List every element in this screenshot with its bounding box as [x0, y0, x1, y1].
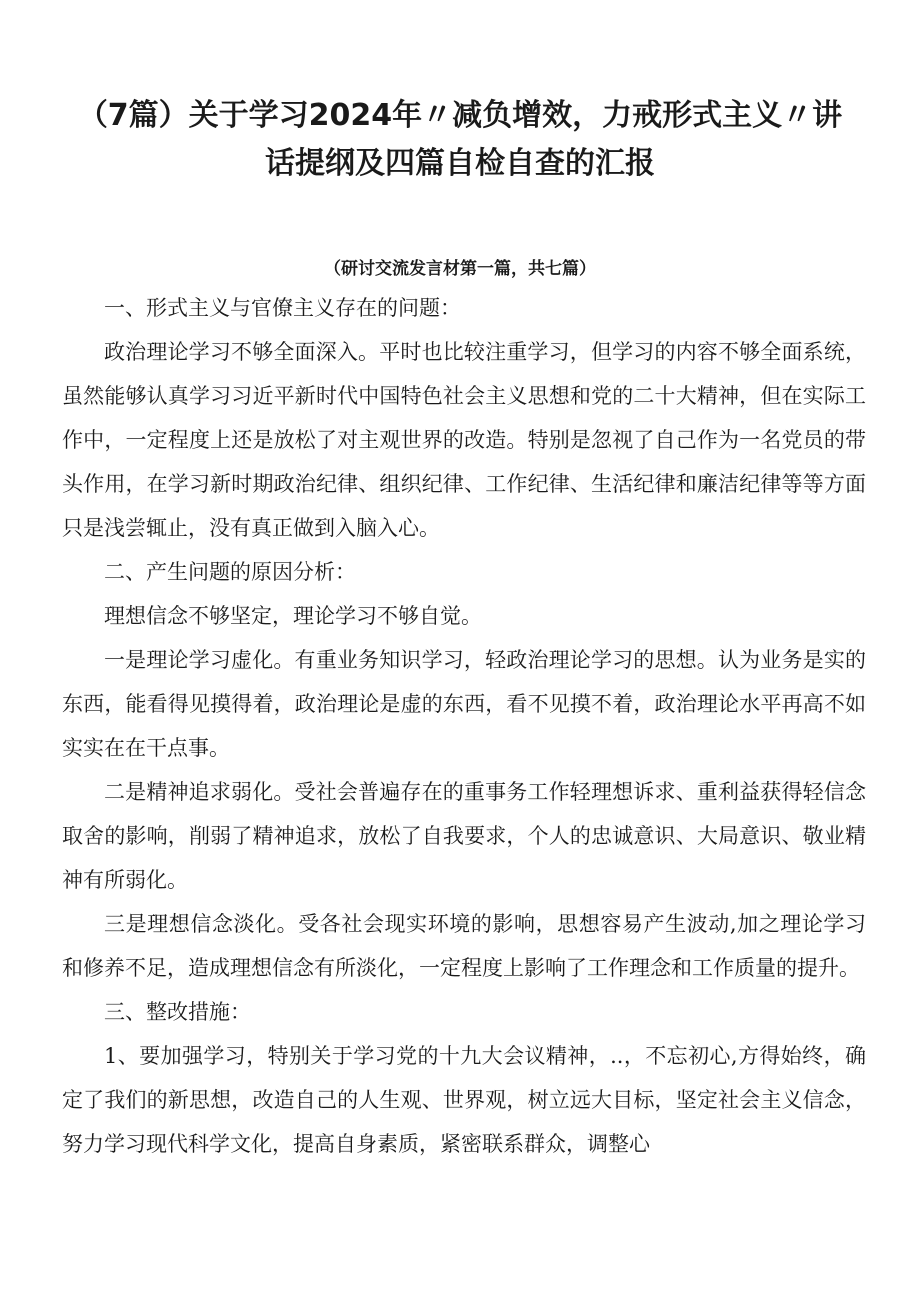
- paragraph: 政治理论学习不够全面深入。平时也比较注重学习，但学习的内容不够全面系统，虽然能够认真学习习近平新时代中国特色社会主义思想和党的二十大精神，但在实际工作中，一定程度上还是放松了对主观世界的改造。特别是忽视了自己作为一名党员的带头作用，在学习新时期政治纪律、组织纪律、工作纪律、生活纪律和廉洁纪律等等方面只是浅尝辄止，没有真正做到入脑入心。: [62, 340, 866, 540]
- document-body: [62, 286, 866, 1166]
- section-heading-problems: 一、形式主义与官僚主义存在的问题：: [104, 296, 461, 320]
- section-heading-measures: 三、整改措施：: [104, 1000, 251, 1024]
- paragraph: 一是理论学习虚化。有重业务知识学习，轻政治理论学习的思想。认为业务是实的东西，能看得见摸得着，政治理论是虚的东西，看不见摸不着，政治理论水平再高不如实实在在干点事。: [62, 648, 866, 760]
- paragraph: 三是理想信念淡化。受各社会现实环境的影响，思想容易产生波动,加之理论学习和修养不足，造成理想信念有所淡化，一定程度上影响了工作理念和工作质量的提升。: [62, 912, 866, 980]
- section-heading-causes: 二、产生问题的原因分析：: [104, 560, 356, 584]
- paragraph: 二是精神追求弱化。受社会普遍存在的重事务工作轻理想诉求、重利益获得轻信念取舍的影响，削弱了精神追求，放松了自我要求，个人的忠诚意识、大局意识、敬业精神有所弱化。: [62, 780, 866, 892]
- paragraph: 理想信念不够坚定，理论学习不够自觉。: [104, 604, 482, 628]
- document-title: （7篇）关于学习2024年〃减负增效，力戒形式主义〃讲话提纲及四篇自检自查的汇报: [77, 98, 843, 181]
- document-subtitle: （研讨交流发言材第一篇，共七篇）: [324, 259, 596, 279]
- paragraph: 1、要加强学习，特别关于学习党的十九大会议精神，..，不忘初心,方得始终，确定了我们的新思想，改造自己的人生观、世界观，树立远大目标，坚定社会主义信念，努力学习现代科学文化，提高自身素质，紧密联系群众，调整心: [62, 1044, 866, 1156]
